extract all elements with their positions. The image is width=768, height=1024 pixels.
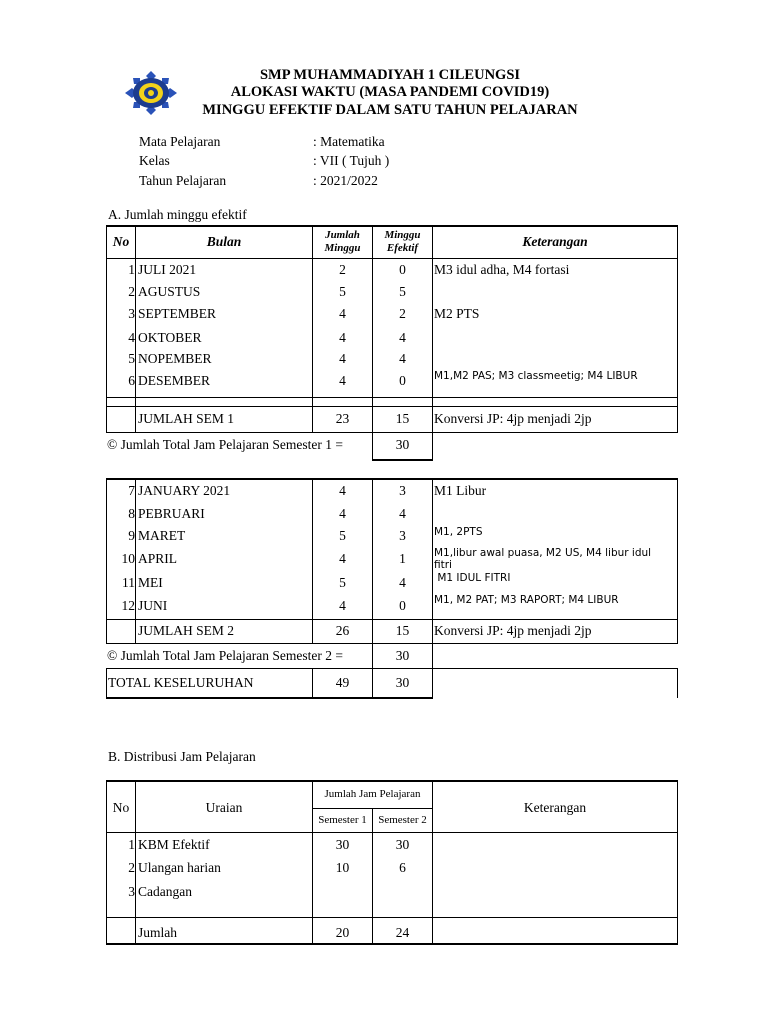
row-no: 2 [128,284,135,299]
sem2-total-label: JUMLAH SEM 2 [138,623,235,638]
row-bulan: JULI 2021 [138,262,197,277]
row-no: 6 [128,373,135,388]
sem1-total-jumlah: 23 [335,411,350,426]
row-keterangan: M1 Libur [434,483,487,498]
grand-total-efektif: 30 [395,675,410,690]
row-bulan: AGUSTUS [138,284,201,299]
row-bulan: MEI [138,575,163,590]
row-no: 3 [128,884,135,899]
row-keterangan: M1 IDUL FITRI [434,572,511,584]
row-efektif: 5 [399,284,406,299]
row-efektif: 4 [399,575,406,590]
sem2-total-keterangan: Konversi JP: 4jp menjadi 2jp [434,623,592,638]
b-header-uraian: Uraian [205,800,243,815]
sem1-jp-label: © Jumlah Total Jam Pelajaran Semester 1 = [107,437,343,452]
doc-title: MINGGU EFEKTIF DALAM SATU TAHUN PELAJARAN [202,102,578,118]
b-header-keterangan: Keterangan [523,800,587,815]
info-label-mapel: Mata Pelajaran [139,134,221,149]
header-minggu-efektif-1: Minggu [384,229,421,241]
b-total-label: Jumlah [138,925,177,940]
row-no: 11 [122,575,135,590]
header-bulan: Bulan [206,234,242,249]
row-keterangan: M1, M2 PAT; M3 RAPORT; M4 LIBUR [434,594,619,606]
info-value-mapel: : Matematika [313,134,385,149]
row-jumlah: 4 [339,306,346,321]
row-bulan: OKTOBER [138,330,202,345]
row-jumlah: 4 [339,598,346,613]
row-keterangan-cont: fitri [434,559,452,571]
row-keterangan: M1, 2PTS [434,526,483,538]
row-no: 12 [121,598,135,613]
row-uraian: Ulangan harian [138,860,221,875]
sem1-total-keterangan: Konversi JP: 4jp menjadi 2jp [434,411,592,426]
row-bulan: PEBRUARI [138,506,205,521]
section-b-title: B. Distribusi Jam Pelajaran [108,749,256,764]
row-efektif: 0 [399,262,406,277]
row-bulan: APRIL [138,551,178,566]
row-bulan: SEPTEMBER [138,306,217,321]
sem2-total-efektif: 15 [395,623,410,638]
row-jumlah: 4 [339,483,346,498]
row-bulan: NOPEMBER [138,351,212,366]
row-jumlah: 5 [339,528,346,543]
row-bulan: JANUARY 2021 [138,483,231,498]
row-bulan: MARET [138,528,186,543]
row-jumlah: 4 [339,351,346,366]
row-keterangan: M3 idul adha, M4 fortasi [434,262,570,277]
row-no: 1 [128,262,135,277]
header-keterangan: Keterangan [522,234,588,249]
row-jumlah: 4 [339,373,346,388]
b-total-sem1: 20 [335,925,350,940]
sem2-total-jumlah: 26 [335,623,350,638]
row-keterangan: M1,M2 PAS; M3 classmeetig; M4 LIBUR [434,370,638,382]
row-no: 5 [128,351,135,366]
sem1-total-label: JUMLAH SEM 1 [138,411,235,426]
b-header-sem1: Semester 1 [318,814,367,826]
row-bulan: JUNI [138,598,168,613]
info-value-kelas: : VII ( Tujuh ) [313,153,390,168]
row-jumlah: 4 [339,506,346,521]
header-minggu-efektif-2: Efektif [386,242,419,254]
b-total-sem2: 24 [395,925,410,940]
b-header-sem2: Semester 2 [378,814,427,826]
row-bulan: DESEMBER [138,373,211,388]
row-efektif: 0 [399,598,406,613]
row-efektif: 0 [399,373,406,388]
row-sem2: 6 [399,860,406,875]
row-no: 10 [121,551,135,566]
section-a-title: A. Jumlah minggu efektif [108,207,247,222]
row-jumlah: 5 [339,575,346,590]
row-no: 1 [128,837,135,852]
row-efektif: 2 [399,306,406,321]
doc-subtitle: ALOKASI WAKTU (MASA PANDEMI COVID19) [230,84,550,100]
sem2-jp-value: 30 [395,648,410,663]
sem2-jp-label: © Jumlah Total Jam Pelajaran Semester 2 = [107,648,343,663]
row-no: 8 [128,506,135,521]
row-efektif: 3 [399,528,406,543]
row-sem2: 30 [395,837,410,852]
row-sem1: 30 [335,837,350,852]
info-label-kelas: Kelas [139,153,170,168]
sem1-total-efektif: 15 [395,411,410,426]
row-keterangan: M2 PTS [434,306,480,321]
grand-total-label: TOTAL KESELURUHAN [108,675,254,690]
row-uraian: Cadangan [138,884,192,899]
row-jumlah: 4 [339,330,346,345]
header-jumlah-minggu-2: Minggu [324,242,361,254]
b-header-jjp: Jumlah Jam Pelajaran [324,788,421,800]
row-no: 7 [128,483,135,498]
row-jumlah: 4 [339,551,346,566]
row-uraian: KBM Efektif [138,837,210,852]
row-sem1: 10 [335,860,350,875]
row-jumlah: 5 [339,284,346,299]
row-jumlah: 2 [339,262,346,277]
row-efektif: 4 [399,351,406,366]
header-jumlah-minggu-1: Jumlah [325,229,360,241]
b-header-no: No [112,800,130,815]
sem1-jp-value: 30 [395,437,410,452]
row-no: 9 [128,528,135,543]
row-no: 4 [128,330,135,345]
row-keterangan: M1,libur awal puasa, M2 US, M4 libur idul [434,547,652,559]
school-name: SMP MUHAMMADIYAH 1 CILEUNGSI [259,67,521,83]
row-efektif: 3 [399,483,406,498]
row-efektif: 4 [399,330,406,345]
row-no: 2 [128,860,135,875]
grand-total-jumlah: 49 [335,675,350,690]
header-no: No [112,234,130,249]
row-efektif: 4 [399,506,406,521]
row-efektif: 1 [399,551,406,566]
info-value-tahun: : 2021/2022 [313,173,378,188]
row-no: 3 [128,306,135,321]
info-label-tahun: Tahun Pelajaran [139,173,227,188]
